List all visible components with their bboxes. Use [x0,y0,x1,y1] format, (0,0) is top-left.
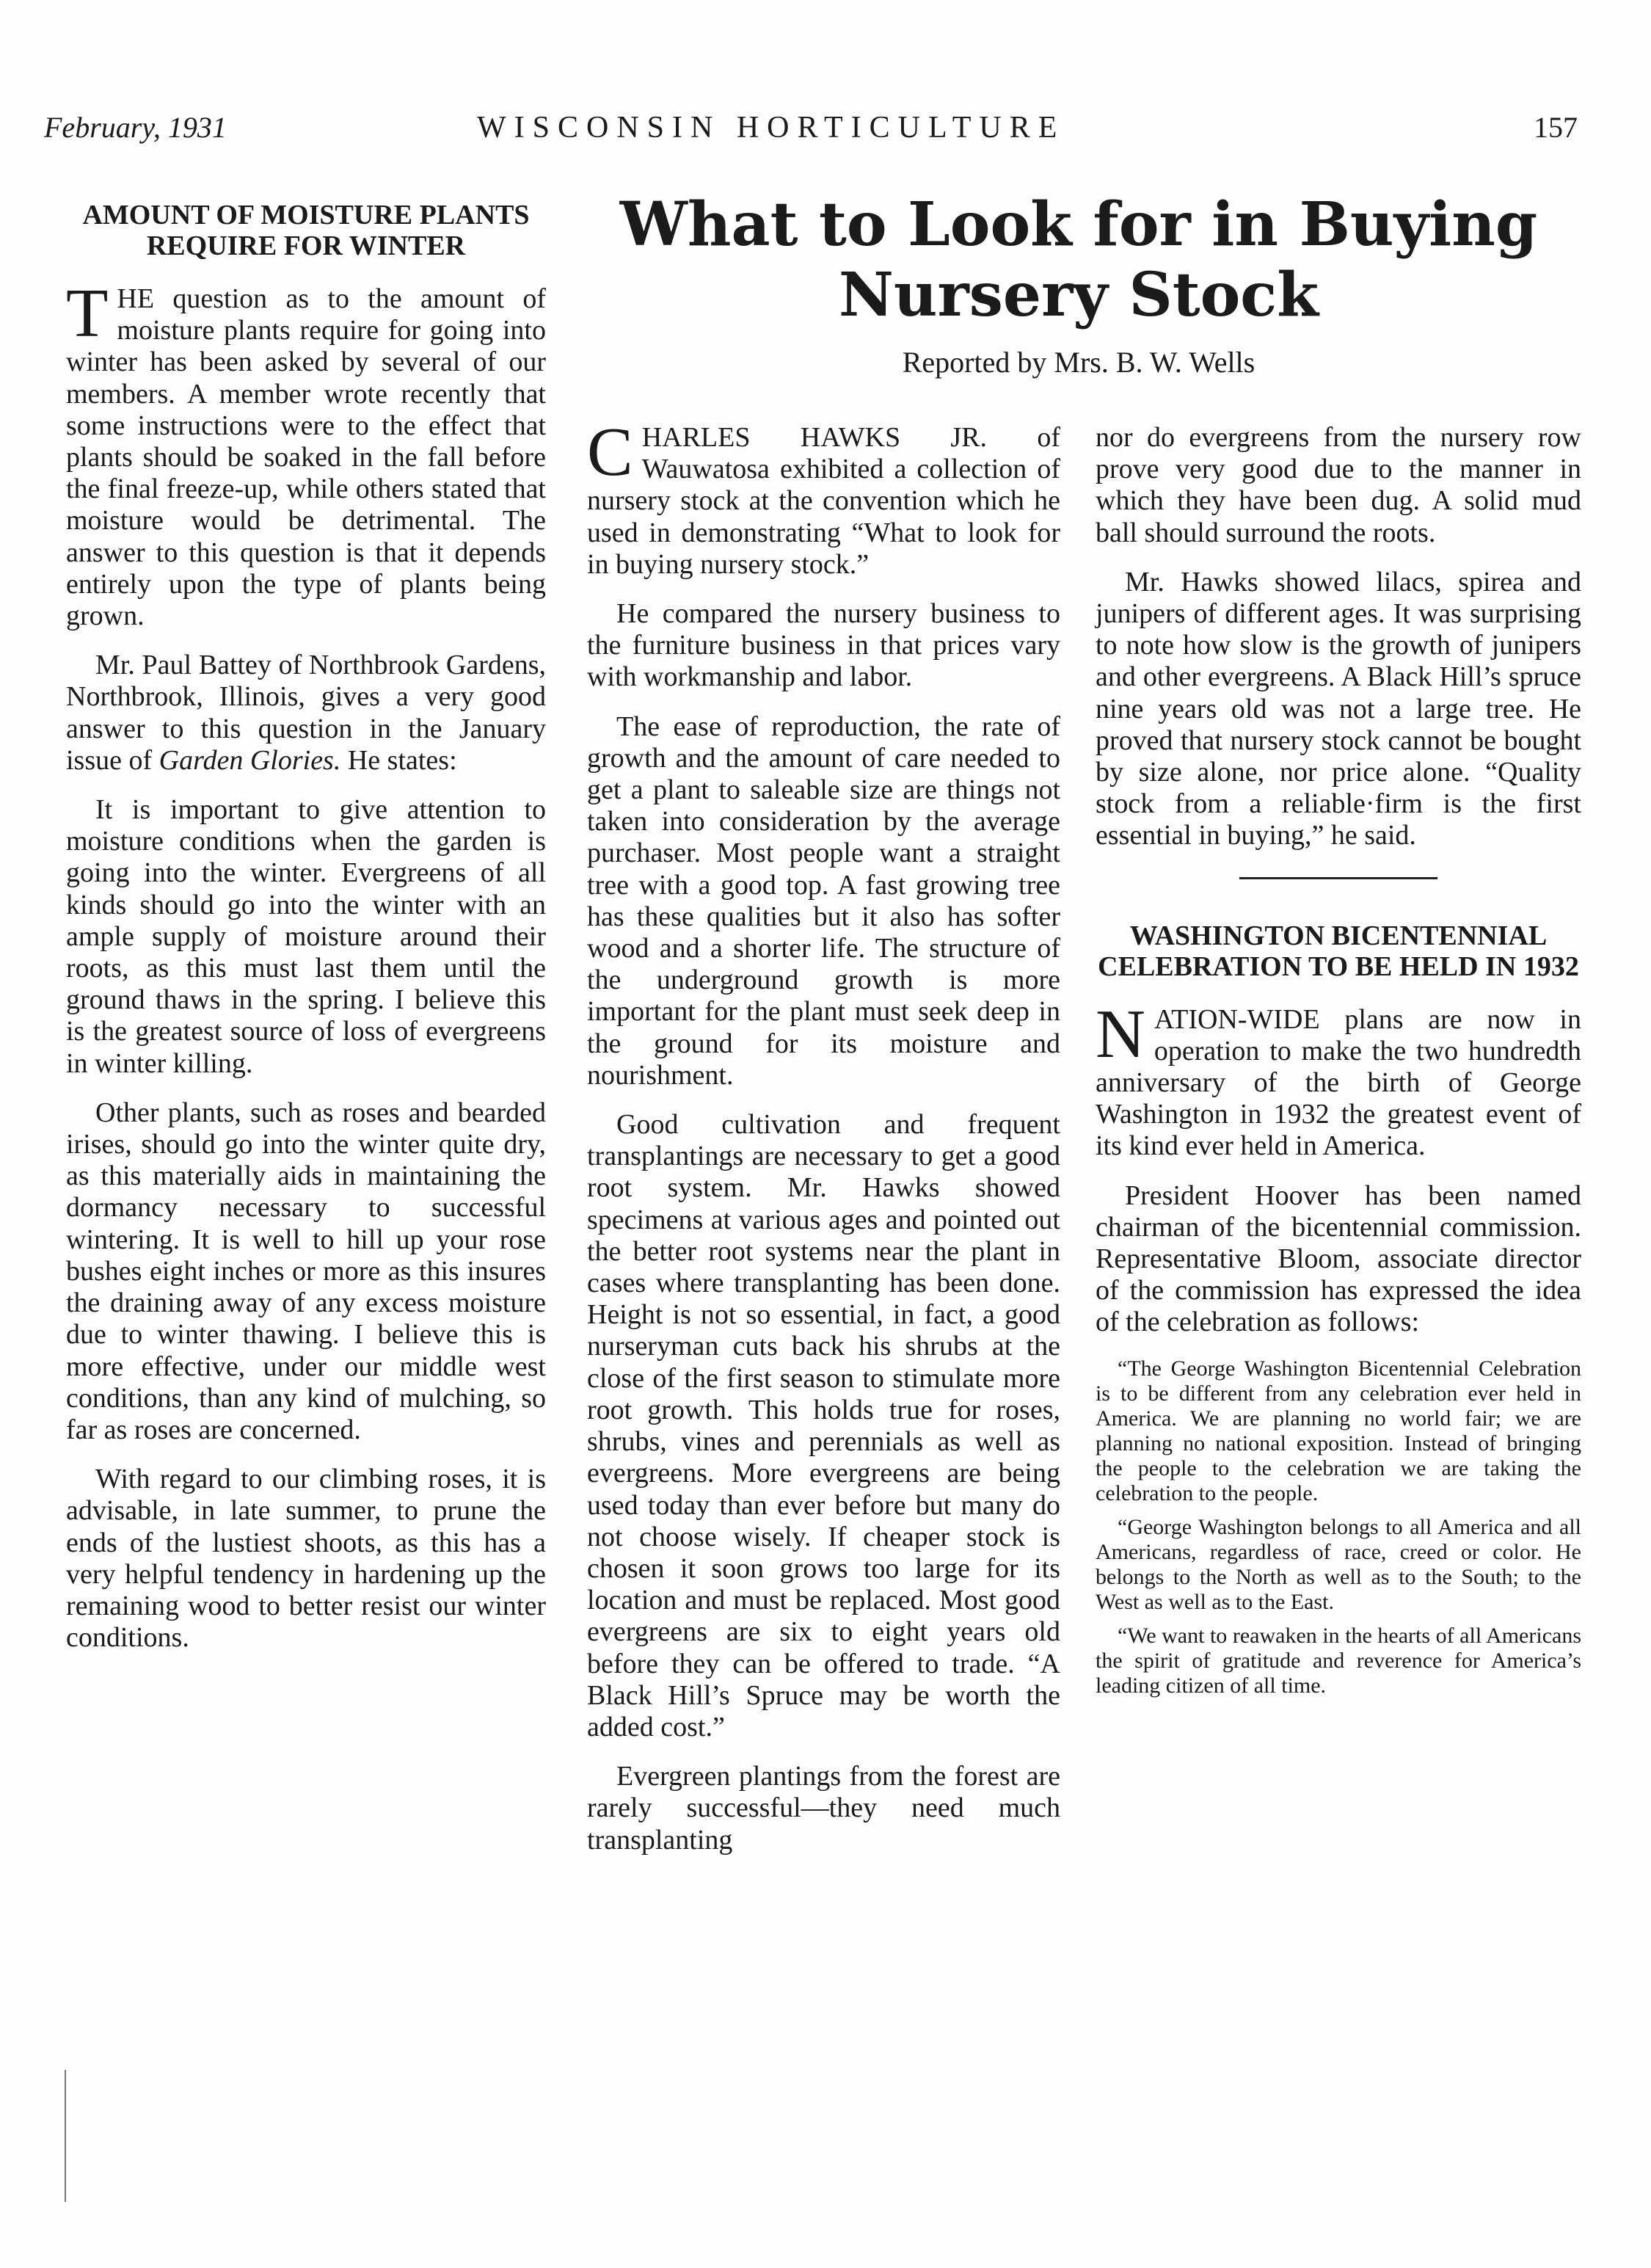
paragraph-text: Mr. Paul Battey of Northbrook Gardens, Northbrook, Illinois, gives a very good answer to this question in the January issue of [66,650,546,776]
drop-cap: T [66,275,109,352]
paragraph: With regard to our climbing roses, it is advisable, in late summer, to prune the ends of the lustiest shoots, as this has a very helpful tendency in hardening up the remaining wood to better resist our winter conditions. [66,1464,546,1654]
paragraph: President Hoover has been named chairman of the bicentennial commission. Representative Bloom, associate director of the commission has expressed the idea of the celebration as follows: [1096,1180,1581,1338]
issue-date: February, 1931 [44,111,227,144]
article-heading-bicentennial: WASHINGTON BICENTENNIAL CELEBRATION TO BE HELD IN 1932 [1098,920,1579,982]
paragraph-text: HARLES HAWKS JR. of Wauwatosa exhibited a collection of nursery stock at the convention which he used in demonstrating “What to look for in buying nursery stock.” [587,422,1060,580]
paragraph [587,414,1060,581]
paragraph: Evergreen plantings from the forest are rarely successful—they need much transplanting [587,1761,1060,1856]
quote-paragraph: “We want to reawaken in the hearts of all Americans the spirit of gratitude and reverence for America’s leading citizen of all time. [1096,1623,1581,1698]
paragraph: Other plants, such as roses and bearded irises, should go into the winter quite dry, as this materially aids in maintaining the dormancy necessary to successful wintering. It is well to hill up your rose bushes eight inches or more as this insures the draining away of any excess moisture due to winter thawing. I believe this is more effective, under our middle west conditions, than any kind of mulching, so far as roses are concerned. [66,1097,546,1445]
paragraph-text: HE question as to the amount of moisture plants require for going into winter has been asked by several of our members. A member wrote recently that some instructions were to the effect that plants should be soaked in the fall before the final freeze-up, while others stated that moisture would be detrimental. The answer to this question is that it depends entirely upon the type of plants being grown. [66,283,546,632]
paragraph: It is important to give attention to moisture conditions when the garden is going into the winter. Evergreens of all kinds should go into the winter with an ample supply of moisture around their roots, as this must last them until the ground thaws in the spring. I believe this is the greatest source of loss of evergreens in winter killing. [66,794,546,1079]
publication-reference: Garden Glories. [158,744,341,776]
article-heading-moisture: AMOUNT OF MOISTURE PLANTS REQUIRE FOR WINTER [82,200,530,261]
paragraph [66,650,546,777]
paragraph [66,275,546,632]
paragraph: nor do evergreens from the nursery row prove very good due to the manner in which they have been dug. A solid mud ball should surround the roots. [1096,422,1581,548]
quote-paragraph: “George Washington belongs to all America and all Americans, regardless of race, creed or color. He belongs to the North as well as to the South; to the West as well as to the East. [1096,1514,1581,1614]
drop-cap: C [587,414,633,490]
paragraph: Good cultivation and frequent transplantings are necessary to get a good root system. Mr. Hawks showed specimens at various ages and pointed out the better root systems near the plant in cases where transplanting has been done. Height is not so essential, in fact, a good nurseryman cuts back his shrubs at the close of the first season to stimulate more root growth. This holds true for roses, shrubs, vines and perennials as well as evergreens. More evergreens are being used today than ever before but many do not choose wisely. If cheaper stock is chosen it soon grows too large for its location and must be replaced. Most good evergreens are six to eight years old before they can be offered to trade. “A Black Hill’s Spruce may be worth the added cost.” [587,1109,1060,1742]
main-article-title: What to Look for in Buying Nursery Stock [619,189,1538,330]
section-divider [1239,877,1437,879]
byline: Reported by Mrs. B. W. Wells [902,346,1255,379]
article-nursery-stock-col1 [587,414,1060,1874]
paragraph-text: He states: [340,744,457,776]
article-moisture [66,200,546,1671]
publication-title: WISCONSIN HORTICULTURE [477,111,1065,145]
paragraph: Mr. Hawks showed lilacs, spirea and junipers of different ages. It was surprising to note how slow is the growth of junipers and other evergreens. A Black Hill’s spruce nine years old was not a large tree. He proved that nursery stock cannot be bought by size alone, nor price alone. “Quality stock from a reliable·firm is the first essential in buying,” he said. [1096,566,1581,851]
page-number: 157 [1534,111,1578,144]
paragraph: The ease of reproduction, the rate of growth and the amount of care needed to get a plant to saleable size are things not taken into consideration by the average purchaser. Most people want a straight tree with a good top. A fast growing tree has these qualities but it also has softer wood and a shorter life. The structure of the underground growth is more important for the plant must seek deep in the ground for its moisture and nourishment. [587,710,1060,1091]
paragraph-text: ATION-WIDE plans are now in operation to make the two hundredth anniversary of the birth of George Washington in 1932 the greatest event of its kind ever held in America. [1096,1003,1581,1162]
quote-paragraph: “The George Washington Bicentennial Celebration is to be different from any celebration ever held in America. We are planning no world fair; we are planning no national exposition. Instead of bringing the people to the celebration we are taking the celebration to the people. [1096,1356,1581,1505]
article-nursery-stock-col2 [1096,422,1581,1707]
drop-cap: N [1096,995,1145,1072]
running-header [44,110,1578,161]
scan-margin-line [65,2070,66,2202]
paragraph: He compared the nursery business to the furniture business in that prices vary with workmanship and labor. [587,598,1060,693]
paragraph [1096,995,1581,1163]
